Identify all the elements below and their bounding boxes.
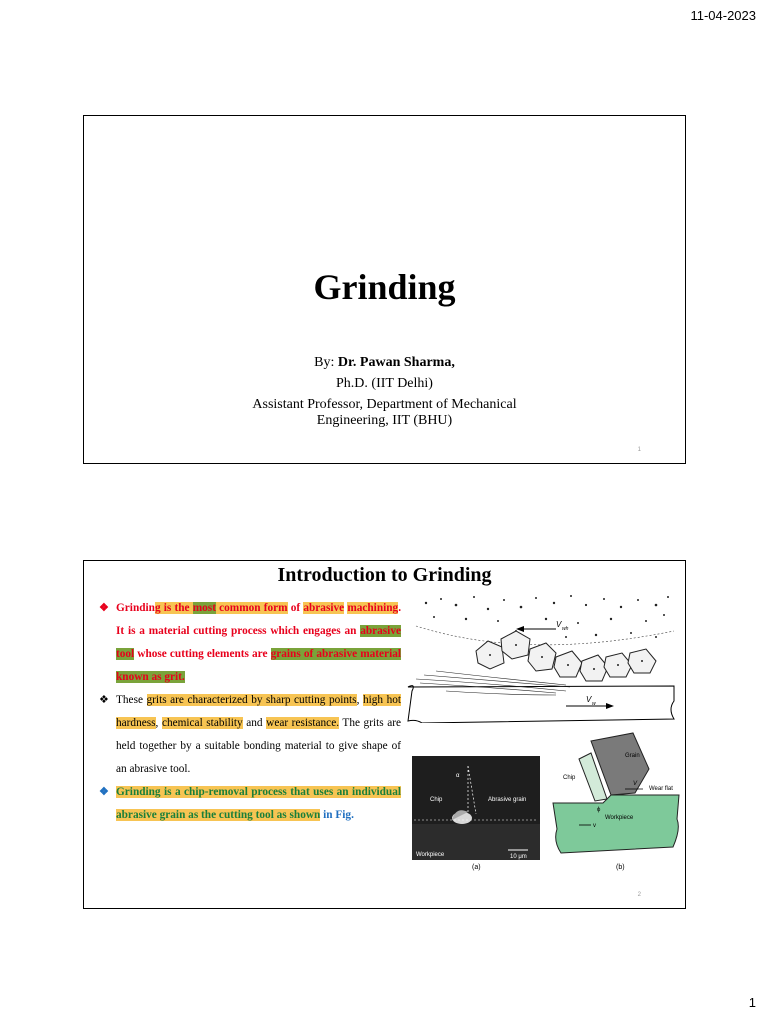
slide-number: 1 bbox=[637, 447, 641, 453]
title-slide bbox=[83, 115, 686, 464]
grain-schematic-figure bbox=[549, 729, 685, 861]
micrograph-figure bbox=[412, 756, 540, 860]
svg-text:v: v bbox=[593, 823, 596, 829]
svg-text:w: w bbox=[592, 701, 596, 707]
intro-slide bbox=[83, 560, 686, 909]
svg-text:Workpiece: Workpiece bbox=[605, 815, 634, 821]
slide-title: Grinding bbox=[313, 267, 456, 307]
svg-text:V: V bbox=[633, 781, 638, 787]
bullet-item-2: ❖ These grits are characterized by sharp cutting points, high hot hardness, chemical stability and wear resistance. The grits are held together by a suitable bonding material to give shape of an abrasive tool. bbox=[99, 689, 401, 781]
figure-b-caption: (b) bbox=[616, 864, 625, 871]
page-date: 11-04-2023 bbox=[690, 8, 756, 23]
slide-title: Introduction to Grinding bbox=[277, 564, 492, 586]
diamond-bullet-icon: ❖ bbox=[99, 786, 109, 798]
svg-text:α: α bbox=[456, 773, 460, 779]
author-name: Dr. Pawan Sharma, bbox=[337, 355, 455, 370]
svg-text:Grain: Grain bbox=[625, 753, 640, 759]
svg-text:10 μm: 10 μm bbox=[510, 854, 527, 860]
svg-text:Chip: Chip bbox=[430, 797, 443, 803]
grinding-wheel-figure bbox=[406, 591, 678, 723]
slide-number: 2 bbox=[637, 892, 641, 898]
page-number: 1 bbox=[748, 995, 756, 1010]
svg-text:Wear flat: Wear flat bbox=[649, 786, 673, 792]
svg-text:Abrasive grain: Abrasive grain bbox=[488, 797, 527, 803]
svg-text:ϕ: ϕ bbox=[597, 807, 601, 813]
bullet-item-1: ❖ Grinding is the most common form of abrasive machining. It is a material cutting process which engages an abrasive tool whose cutting elements are grains of abrasive material known as grit. bbox=[99, 597, 401, 689]
bullet-list bbox=[99, 597, 401, 827]
svg-text:Chip: Chip bbox=[563, 775, 576, 781]
svg-text:wh: wh bbox=[562, 626, 569, 632]
figure-a-caption: (a) bbox=[472, 864, 481, 871]
by-label: By: bbox=[314, 355, 338, 370]
affiliation-line-1: Assistant Professor, Department of Mechanical bbox=[252, 397, 517, 412]
diamond-bullet-icon: ❖ bbox=[99, 694, 109, 706]
author-degree: Ph.D. (IIT Delhi) bbox=[336, 376, 433, 391]
bullet-item-3: ❖ Grinding is a chip-removal process that uses an individual abrasive grain as the cutting tool as shown in Fig. bbox=[99, 781, 401, 827]
author-line bbox=[84, 355, 685, 371]
diamond-bullet-icon: ❖ bbox=[99, 602, 109, 614]
affiliation-line-2: Engineering, IIT (BHU) bbox=[316, 413, 453, 428]
svg-text:V: V bbox=[556, 620, 562, 629]
svg-text:Workpiece: Workpiece bbox=[416, 852, 445, 858]
svg-text:V: V bbox=[586, 695, 592, 704]
